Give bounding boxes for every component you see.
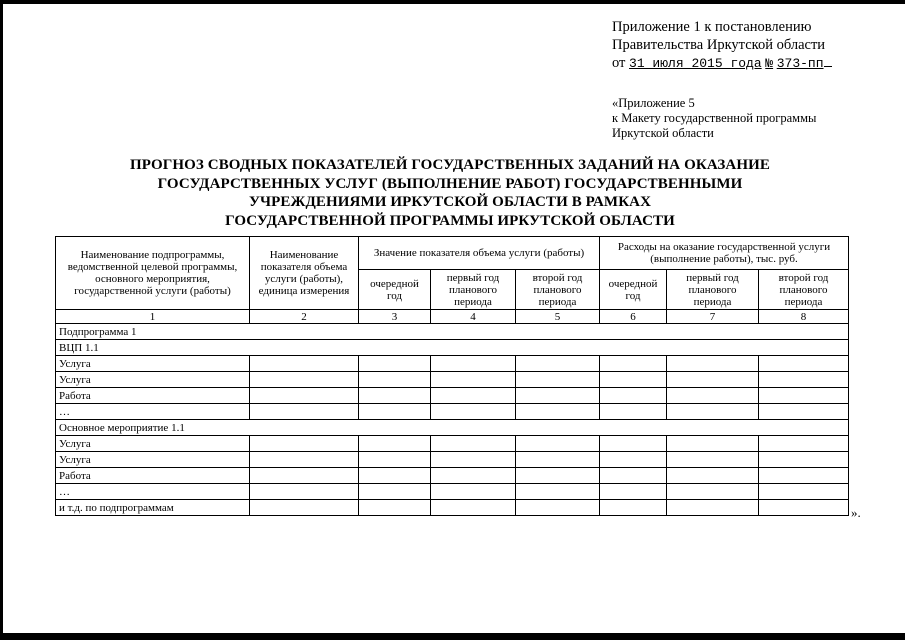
row-label: Услуга	[56, 372, 250, 388]
table-row	[56, 436, 849, 452]
empty-cell	[431, 500, 516, 516]
empty-cell	[431, 372, 516, 388]
section-row	[56, 420, 849, 436]
table-body	[56, 237, 849, 516]
empty-cell	[250, 452, 359, 468]
table-row	[56, 452, 849, 468]
section-row	[56, 340, 849, 356]
header-expenses-second-year: второй год планового периода	[759, 270, 849, 310]
row-label: Услуга	[56, 436, 250, 452]
table-row	[56, 356, 849, 372]
header-expenses-first-year: первый год планового периода	[667, 270, 759, 310]
empty-cell	[667, 452, 759, 468]
appendix-5-line-2: к Макету государственной программы	[612, 111, 817, 125]
empty-cell	[359, 356, 431, 372]
empty-cell	[600, 436, 667, 452]
empty-cell	[759, 404, 849, 420]
empty-cell	[600, 500, 667, 516]
column-number: 4	[431, 310, 516, 324]
empty-cell	[431, 404, 516, 420]
title-line-2: ГОСУДАРСТВЕННЫХ УСЛУГ (ВЫПОЛНЕНИЕ РАБОТ) ГОСУДАРСТВЕННЫМИ	[157, 175, 743, 192]
empty-cell	[667, 436, 759, 452]
empty-cell	[759, 468, 849, 484]
column-number: 1	[56, 310, 250, 324]
column-number: 8	[759, 310, 849, 324]
header-col-2: Наименование показателя объема услуги (работы), единица измерения	[250, 237, 359, 310]
appendix-from-prefix: от	[612, 55, 626, 71]
scan-border-left	[0, 0, 3, 640]
empty-cell	[431, 436, 516, 452]
empty-cell	[516, 356, 600, 372]
section-label: Основное мероприятие 1.1	[56, 420, 849, 436]
column-number: 6	[600, 310, 667, 324]
title-line-1: ПРОГНОЗ СВОДНЫХ ПОКАЗАТЕЛЕЙ ГОСУДАРСТВЕННЫХ ЗАДАНИЙ НА ОКАЗАНИЕ	[130, 157, 770, 173]
empty-cell	[250, 484, 359, 500]
empty-cell	[600, 388, 667, 404]
empty-cell	[667, 468, 759, 484]
row-label: и т.д. по подпрограммам	[56, 500, 250, 516]
empty-cell	[250, 404, 359, 420]
empty-cell	[600, 452, 667, 468]
empty-cell	[600, 484, 667, 500]
empty-cell	[250, 372, 359, 388]
document-title	[60, 156, 840, 230]
title-line-4: ГОСУДАРСТВЕННОЙ ПРОГРАММЫ ИРКУТСКОЙ ОБЛАСТИ	[225, 212, 675, 229]
empty-cell	[516, 500, 600, 516]
empty-cell	[667, 356, 759, 372]
appendix-number: 373-пп	[776, 56, 824, 71]
empty-cell	[250, 436, 359, 452]
scan-border-bottom	[0, 633, 905, 640]
empty-cell	[759, 500, 849, 516]
empty-cell	[759, 484, 849, 500]
table-row	[56, 372, 849, 388]
empty-cell	[359, 404, 431, 420]
header-group-expenses: Расходы на оказание государственной услуги (выполнение работы), тыс. руб.	[600, 237, 849, 270]
row-label: …	[56, 404, 250, 420]
column-number: 5	[516, 310, 600, 324]
empty-cell	[431, 484, 516, 500]
empty-cell	[359, 452, 431, 468]
empty-cell	[431, 356, 516, 372]
row-label: Услуга	[56, 356, 250, 372]
header-volume-second-year: второй год планового периода	[516, 270, 600, 310]
empty-cell	[250, 388, 359, 404]
empty-cell	[759, 356, 849, 372]
column-number-row	[56, 310, 849, 324]
empty-cell	[516, 484, 600, 500]
table-row	[56, 468, 849, 484]
appendix-5-line-3: Иркутской области	[612, 126, 714, 140]
title-line-3: УЧРЕЖДЕНИЯМИ ИРКУТСКОЙ ОБЛАСТИ В РАМКАХ	[248, 194, 652, 210]
empty-cell	[516, 436, 600, 452]
appendix-reference	[612, 18, 832, 73]
column-number: 2	[250, 310, 359, 324]
empty-cell	[359, 500, 431, 516]
appendix-5-reference	[612, 96, 816, 141]
appendix-line-2: Правительства Иркутской области	[612, 37, 826, 53]
empty-cell	[359, 468, 431, 484]
empty-cell	[667, 484, 759, 500]
empty-cell	[431, 452, 516, 468]
empty-cell	[667, 404, 759, 420]
section-row	[56, 324, 849, 340]
header-volume-first-year: первый год планового периода	[431, 270, 516, 310]
header-col-1: Наименование подпрограммы, ведомственной целевой программы, основного мероприятия, государственной услуги (работы)	[56, 237, 250, 310]
empty-cell	[250, 356, 359, 372]
empty-cell	[516, 404, 600, 420]
empty-cell	[516, 388, 600, 404]
empty-cell	[759, 372, 849, 388]
header-expenses-current-year: очередной год	[600, 270, 667, 310]
empty-cell	[600, 356, 667, 372]
empty-cell	[759, 452, 849, 468]
empty-cell	[600, 404, 667, 420]
section-label: Подпрограмма 1	[56, 324, 849, 340]
empty-cell	[516, 452, 600, 468]
column-number: 3	[359, 310, 431, 324]
empty-cell	[667, 372, 759, 388]
empty-cell	[600, 468, 667, 484]
empty-cell	[759, 388, 849, 404]
empty-cell	[600, 372, 667, 388]
section-label: ВЦП 1.1	[56, 340, 849, 356]
appendix-number-sign: №	[765, 56, 774, 71]
appendix-5-line-1: «Приложение 5	[612, 96, 695, 110]
empty-cell	[359, 388, 431, 404]
appendix-line-1: Приложение 1 к постановлению	[612, 19, 812, 35]
empty-cell	[667, 388, 759, 404]
empty-cell	[431, 468, 516, 484]
row-label: Услуга	[56, 452, 250, 468]
empty-cell	[431, 388, 516, 404]
appendix-underline-tail	[824, 54, 832, 67]
forecast-table	[55, 236, 849, 516]
empty-cell	[759, 436, 849, 452]
empty-cell	[359, 484, 431, 500]
table-row	[56, 404, 849, 420]
empty-cell	[667, 500, 759, 516]
header-volume-current-year: очередной год	[359, 270, 431, 310]
row-label: …	[56, 484, 250, 500]
table-row	[56, 500, 849, 516]
empty-cell	[359, 372, 431, 388]
closing-quote: ».	[851, 505, 861, 520]
table-row	[56, 388, 849, 404]
table-row	[56, 484, 849, 500]
header-group-volume: Значение показателя объема услуги (работы)	[359, 237, 600, 270]
scan-border-top	[0, 0, 905, 4]
row-label: Работа	[56, 468, 250, 484]
appendix-date-line	[612, 54, 832, 73]
appendix-date: 31 июля 2015 года	[629, 56, 762, 71]
empty-cell	[516, 468, 600, 484]
empty-cell	[359, 436, 431, 452]
header-row-top	[56, 237, 849, 270]
row-label: Работа	[56, 388, 250, 404]
empty-cell	[250, 468, 359, 484]
empty-cell	[250, 500, 359, 516]
empty-cell	[516, 372, 600, 388]
column-number: 7	[667, 310, 759, 324]
